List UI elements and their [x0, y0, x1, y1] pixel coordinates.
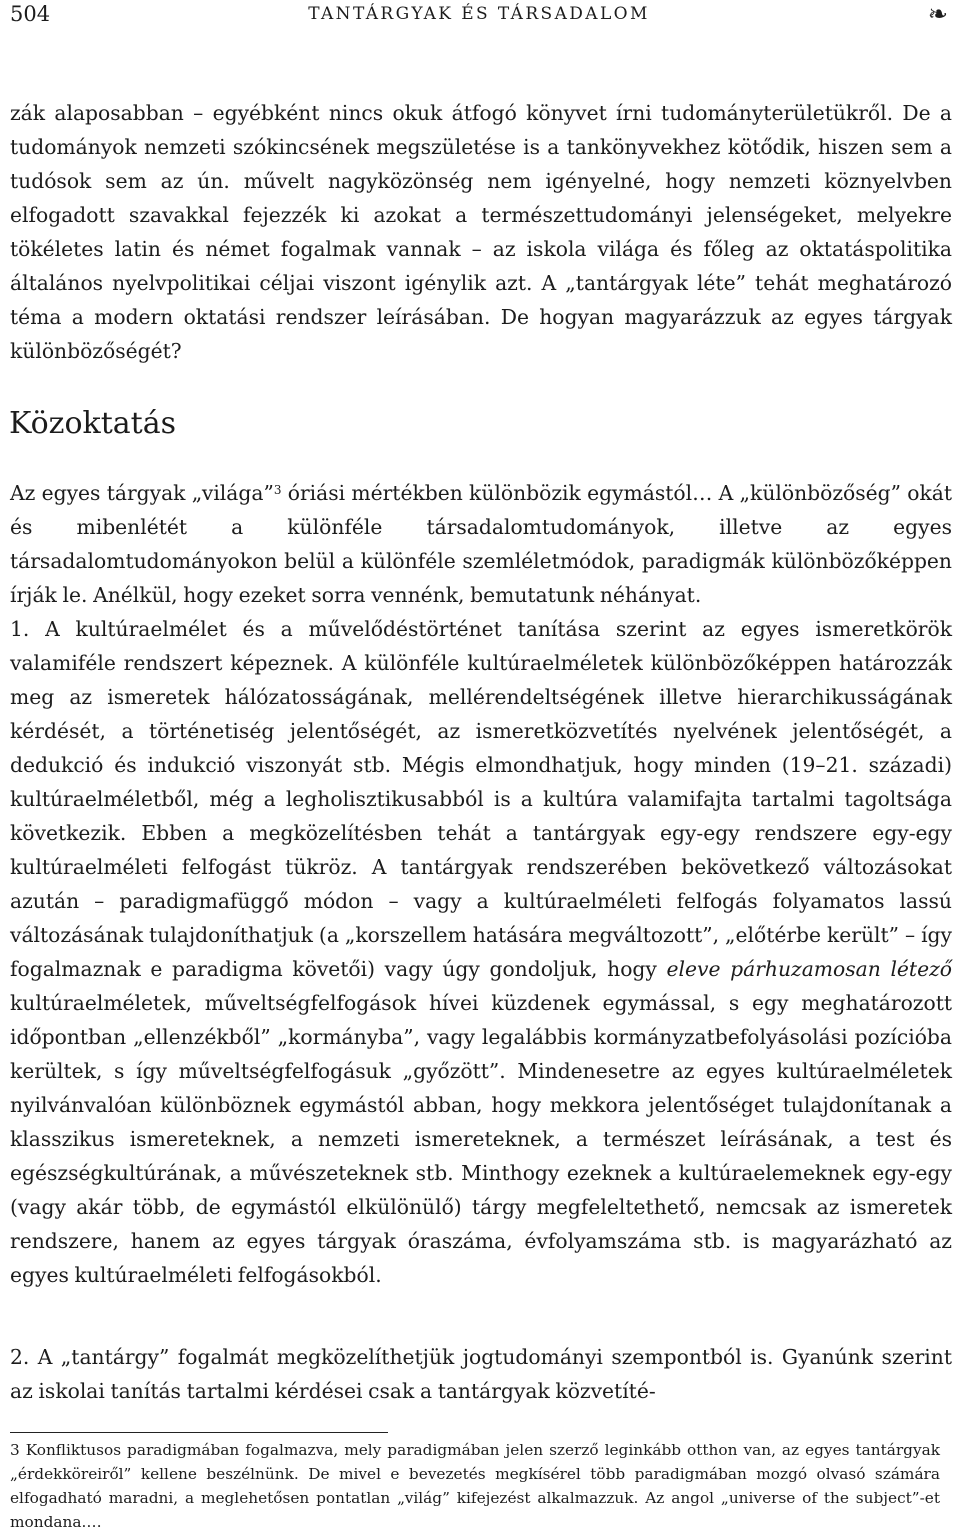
paragraph-3-text-start: 1. A kultúraelmélet és a művelődéstörténet tanítása szerint az egyes ismeretkörök valamiféle rendszert képeznek. A különféle kultúraelméletek különbözőképpen határozzák meg az ismeretek hálózatosságának, mellérendeltségének illetve hierarchikusságának kérdését, a történetiség jelentőségét, az ismeretközvetítés nyelvének jelentőségét, a dedukció és indukció viszonyát stb. Mégis elmondhatjuk, hogy minden (19–21. századi) kultúraelméletből, még a legholisztikusabból is a kultúra valamifajta tartalmi tagoltsága következik. Ebben a megközelítésben tehát a tantárgyak egy-egy rendszere egy-egy kultúraelméleti felfogást tükröz. A tantárgyak rendszerében bekövetkező változásokat azután – paradigmafüggő módon – vagy a kultúraelméleti felfogás folyamatos lassú változásának tulajdoníthatjuk (a „korszellem hatására megváltozott”, „előtérbe került” – így fogalmaznak e paradigma követői) vagy úgy gondoljuk, hogy	[10, 617, 952, 981]
paragraph-4: 2. A „tantárgy” fogalmát megközelíthetjük jogtudományi szempontból is. Gyanúnk szerint az iskolai tanítás tartalmi kérdései csak a tantárgyak közvetíté-	[10, 1345, 952, 1403]
footnote: 3 Konfliktusos paradigmában fogalmazva, mely paradigmában jelen szerző leginkább otthon van, az egyes tantárgyak „érdekköreiről” kellene beszélnünk. De mivel e bevezetés megkísérel több paradigmában mozgó olvasó számára elfogadható maradni, a meglehetősen pontatlan „világ” kifejezést alkalmazzuk. Az angol „universe of the subject”-et mondana.…	[10, 1441, 940, 1531]
paragraph-3-emphasis: eleve párhuzamosan létező	[666, 957, 952, 981]
paragraph-2	[10, 476, 952, 612]
footnote-divider	[10, 1432, 388, 1433]
paragraph-2-text-start: Az egyes tárgyak „világa”	[10, 481, 274, 505]
running-head: TANTÁRGYAK ÉS TÁRSADALOM	[308, 4, 650, 24]
intro-paragraph: zák alaposabban – egyébként nincs okuk átfogó könyvet írni tudományterületükről. De a tudományok nemzeti szókincsének megszületése is a tankönyvekhez kötődik, hiszen sem a tudósok sem az ún. művelt nagyközönség nem igényelné, hogy nemzeti köznyelvben elfogadott szavakkal fejezzék ki azokat a természettudományi jelenségeket, melyekre tökéletes latin és német fogalmak vannak – az iskola világa és főleg az oktatáspolitika általános nyelvpolitikai céljai viszont igénylik azt. A „tantárgyak léte” tehát meghatározó téma a modern oktatási rendszer leírásában. De hogyan magyarázzuk az egyes tárgyak különbözőségét?	[10, 101, 952, 363]
footnote-reference: 3	[273, 483, 282, 497]
paragraph-2-text-end: óriási mértékben különbözik egymástól… A „különbözőség” okát és mibenlétét a különféle társadalomtudományok, illetve az egyes társadalomtudományokon belül a különféle szemléletmódok, paradigmák különbözőképpen írják le. Anélkül, hogy ezeket sorra vennénk, bemutatunk néhányat.	[10, 481, 953, 607]
paragraph-3	[10, 612, 952, 1292]
fleuron-ornament-icon: ❧	[927, 0, 948, 28]
page-number: 504	[10, 2, 51, 26]
page-header	[10, 0, 948, 30]
paragraph-3-text-end: kultúraelméletek, műveltségfelfogások hívei küzdenek egymással, s egy meghatározott időpontban „ellenzékből” „kormányba”, vagy legalábbis kormányzatbefolyásolási pozícióba kerültek, s így műveltségfelfogásuk „győzött”. Mindenesetre az egyes kultúraelméletek nyilvánvalóan különböznek egymástól abban, hogy mekkora jelentőséget tulajdonítanak a klasszikus ismereteknek, a nemzeti ismereteknek, a természet leírásának, a test és egészségkultúrának, a művészeteknek stb. Minthogy ezeknek a kultúraelemeknek egy-egy (vagy akár több, de egymástól elkülönülő) tárgy megfeleltethető, nemcsak az ismeretek rendszere, hanem az egyes tárgyak óraszáma, évfolyamszáma stb. is magyarázható az egyes kultúraelméleti felfogásokból.	[10, 991, 952, 1287]
section-heading: Közoktatás	[9, 406, 176, 441]
